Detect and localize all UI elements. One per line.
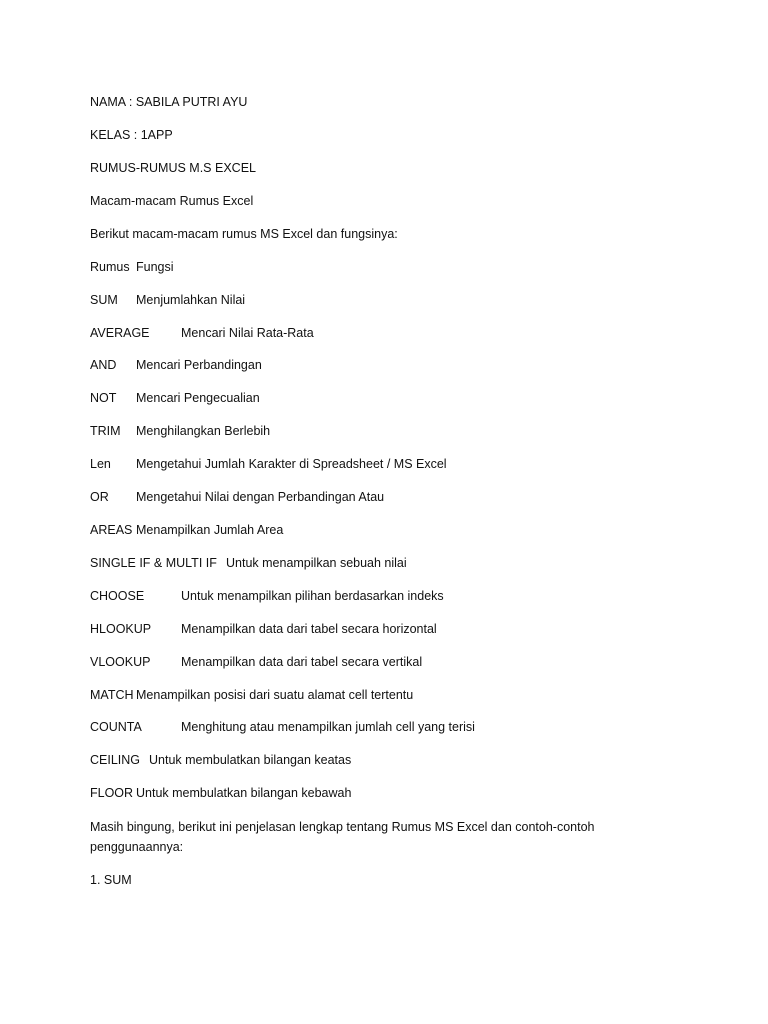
row-rumus: CEILING (90, 753, 141, 767)
row-fungsi: Menampilkan data dari tabel secara vertikal (181, 655, 423, 669)
row-rumus: HLOOKUP (90, 622, 152, 636)
row-rumus: VLOOKUP (90, 655, 151, 669)
row-rumus: MATCH (90, 688, 134, 702)
student-class: KELAS : 1APP (90, 128, 173, 142)
header-rumus: Rumus (90, 260, 130, 274)
row-fungsi: Mencari Nilai Rata-Rata (181, 326, 314, 340)
row-rumus: FLOOR (90, 786, 134, 800)
row-fungsi: Menampilkan data dari tabel secara horizontal (181, 622, 437, 636)
row-fungsi: Untuk menampilkan sebuah nilai (226, 556, 407, 570)
row-fungsi: Mencari Perbandingan (136, 358, 262, 372)
row-rumus: COUNTA (90, 720, 142, 734)
closing-paragraph: Masih bingung, berikut ini penjelasan lengkap tentang Rumus MS Excel dan contoh-contoh penggunaannya: (90, 820, 595, 854)
row-fungsi: Menghitung atau menampilkan jumlah cell yang terisi (181, 720, 475, 734)
row-rumus: AND (90, 358, 117, 372)
document-title: RUMUS-RUMUS M.S EXCEL (90, 161, 256, 175)
row-rumus: CHOOSE (90, 589, 145, 603)
row-fungsi: Untuk membulatkan bilangan kebawah (136, 786, 352, 800)
row-fungsi: Mengetahui Jumlah Karakter di Spreadsheet / MS Excel (136, 457, 447, 471)
row-fungsi: Untuk menampilkan pilihan berdasarkan indeks (181, 589, 444, 603)
header-fungsi: Fungsi (136, 260, 174, 274)
row-rumus: SINGLE IF & MULTI IF (90, 556, 217, 570)
row-fungsi: Mengetahui Nilai dengan Perbandingan Atau (136, 490, 385, 504)
row-fungsi: Menghilangkan Berlebih (136, 424, 271, 438)
document-subtitle: Macam-macam Rumus Excel (90, 194, 254, 208)
row-rumus: Len (90, 457, 111, 471)
row-rumus: NOT (90, 391, 117, 405)
row-fungsi: Menjumlahkan Nilai (136, 293, 246, 307)
row-rumus: AREAS (90, 523, 133, 537)
row-rumus: OR (90, 490, 109, 504)
intro-text: Berikut macam-macam rumus MS Excel dan fungsinya: (90, 227, 398, 241)
row-fungsi: Menampilkan posisi dari suatu alamat cell tertentu (136, 688, 414, 702)
row-rumus: TRIM (90, 424, 121, 438)
row-rumus: AVERAGE (90, 326, 150, 340)
row-fungsi: Untuk membulatkan bilangan keatas (149, 753, 352, 767)
row-fungsi: Mencari Pengecualian (136, 391, 260, 405)
row-rumus: SUM (90, 293, 118, 307)
student-name: NAMA : SABILA PUTRI AYU (90, 95, 248, 109)
section-heading: 1. SUM (90, 873, 132, 887)
row-fungsi: Menampilkan Jumlah Area (136, 523, 284, 537)
